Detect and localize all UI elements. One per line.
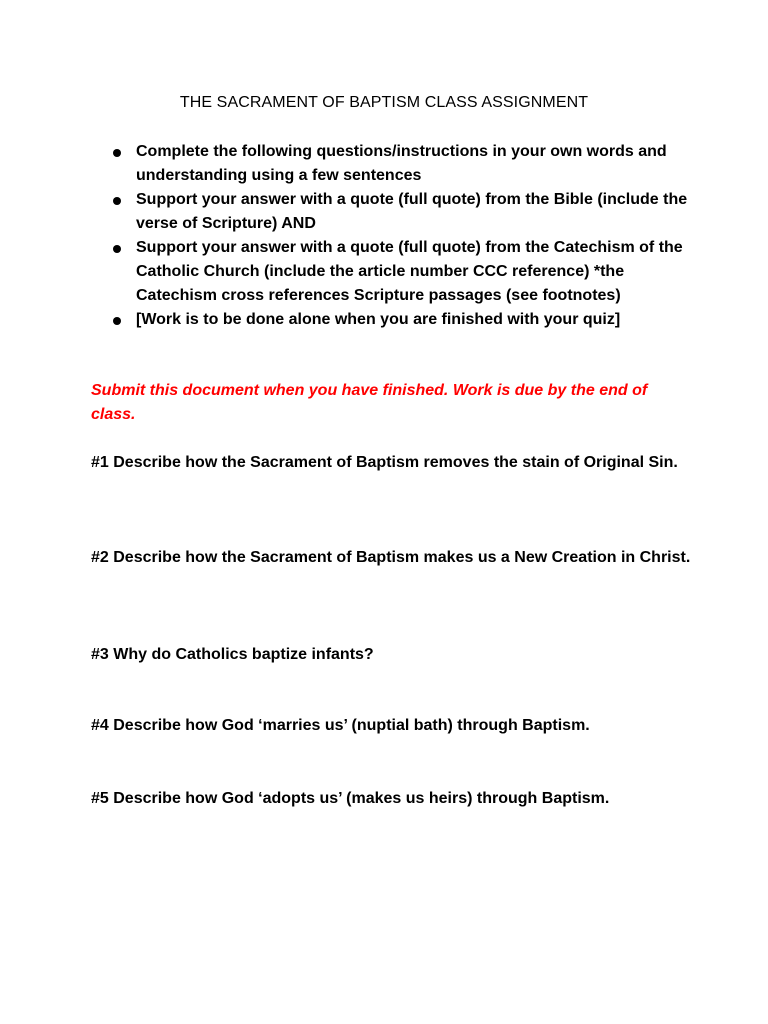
- bullet-dot-icon: [113, 245, 121, 253]
- submission-notice: Submit this document when you have finished. Work is due by the end of class.: [91, 382, 648, 423]
- question-3: #3 Why do Catholics baptize infants?: [91, 646, 374, 663]
- instructions-list: [110, 140, 700, 332]
- question-1: #1 Describe how the Sacrament of Baptism removes the stain of Original Sin.: [91, 454, 678, 471]
- question-5: #5 Describe how God ‘adopts us’ (makes us heirs) through Baptism.: [91, 790, 610, 807]
- instruction-item: [110, 308, 700, 332]
- question-4: #4 Describe how God ‘marries us’ (nuptial bath) through Baptism.: [91, 717, 590, 734]
- instruction-item: [110, 140, 700, 188]
- bullet-dot-icon: [113, 197, 121, 205]
- instruction-text: Support your answer with a quote (full quote) from the Catechism of the Catholic Church (include the article number CCC reference) *the Catechism cross references Scripture passages (see footnotes): [136, 239, 683, 304]
- instruction-item: [110, 236, 700, 308]
- bullet-dot-icon: [113, 317, 121, 325]
- bullet-dot-icon: [113, 149, 121, 157]
- instruction-text: Support your answer with a quote (full quote) from the Bible (include the verse of Scripture) AND: [136, 191, 688, 232]
- instruction-text: [Work is to be done alone when you are finished with your quiz]: [136, 311, 621, 328]
- instruction-item: [110, 188, 700, 236]
- document-title: THE SACRAMENT OF BAPTISM CLASS ASSIGNMENT: [179, 94, 589, 111]
- question-2: #2 Describe how the Sacrament of Baptism makes us a New Creation in Christ.: [91, 549, 691, 566]
- instruction-text: Complete the following questions/instructions in your own words and understanding using a few sentences: [136, 143, 667, 184]
